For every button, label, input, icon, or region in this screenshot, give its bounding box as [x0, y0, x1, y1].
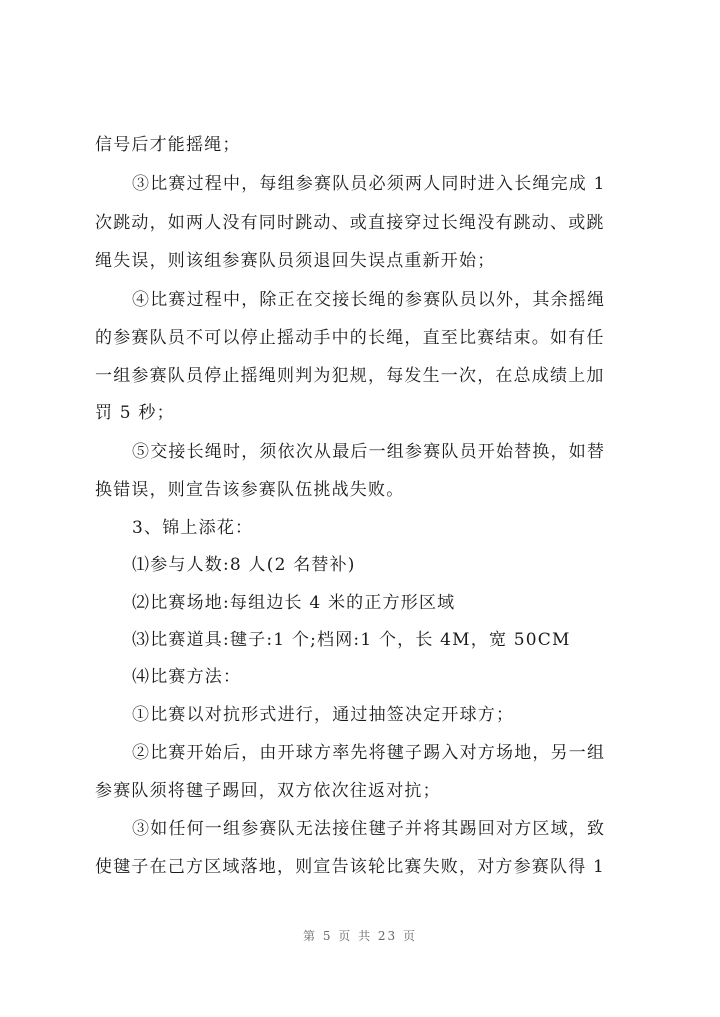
- text-line: ⑶比赛道具:毽子:1 个;档网:1 个，长 4M，宽 50CM: [132, 630, 571, 650]
- text-line: 信号后才能摇绳；: [95, 135, 241, 155]
- text-line: 次跳动，如两人没有同时跳动、或直接穿过长绳没有跳动、或跳: [95, 213, 605, 233]
- text-line: ④比赛过程中，除正在交接长绳的参赛队员以外，其余摇绳: [132, 290, 606, 310]
- text-line: ②比赛开始后，由开球方率先将毽子踢入对方场地，另一组: [132, 743, 606, 763]
- text-line: 绳失误，则该组参赛队员须退回失误点重新开始；: [95, 251, 496, 271]
- section-heading: 3、锦上添花：: [132, 518, 254, 538]
- text-line: ⑵比赛场地:每组边长 4 米的正方形区域: [132, 593, 456, 613]
- text-line: 换错误，则宣告该参赛队伍挑战失败。: [95, 480, 405, 500]
- text-line: 罚 5 秒；: [95, 403, 175, 423]
- text-line: 的参赛队员不可以停止摇动手中的长绳，直至比赛结束。如有任: [95, 328, 605, 348]
- text-line: 一组参赛队员停止摇绳则判为犯规，每发生一次，在总成绩上加: [95, 366, 605, 386]
- text-line: ⑴参与人数:8 人(2 名替补): [132, 555, 356, 575]
- text-line: 参赛队须将毽子踢回，双方依次往返对抗；: [95, 781, 441, 801]
- text-line: 使毽子在己方区域落地，则宣告该轮比赛失败，对方参赛队得 1: [95, 857, 606, 877]
- text-line: ①比赛以对抗形式进行，通过抽签决定开球方；: [132, 705, 515, 725]
- text-line: ③比赛过程中，每组参赛队员必须两人同时进入长绳完成 1: [132, 174, 606, 194]
- text-line: ⑷比赛方法：: [132, 667, 242, 687]
- text-line: ⑤交接长绳时，须依次从最后一组参赛队员开始替换，如替: [132, 442, 606, 462]
- text-line: ③如任何一组参赛队无法接住毽子并将其踢回对方区域，致: [132, 819, 606, 839]
- page-number-footer: 第 5 页 共 23 页: [303, 929, 417, 943]
